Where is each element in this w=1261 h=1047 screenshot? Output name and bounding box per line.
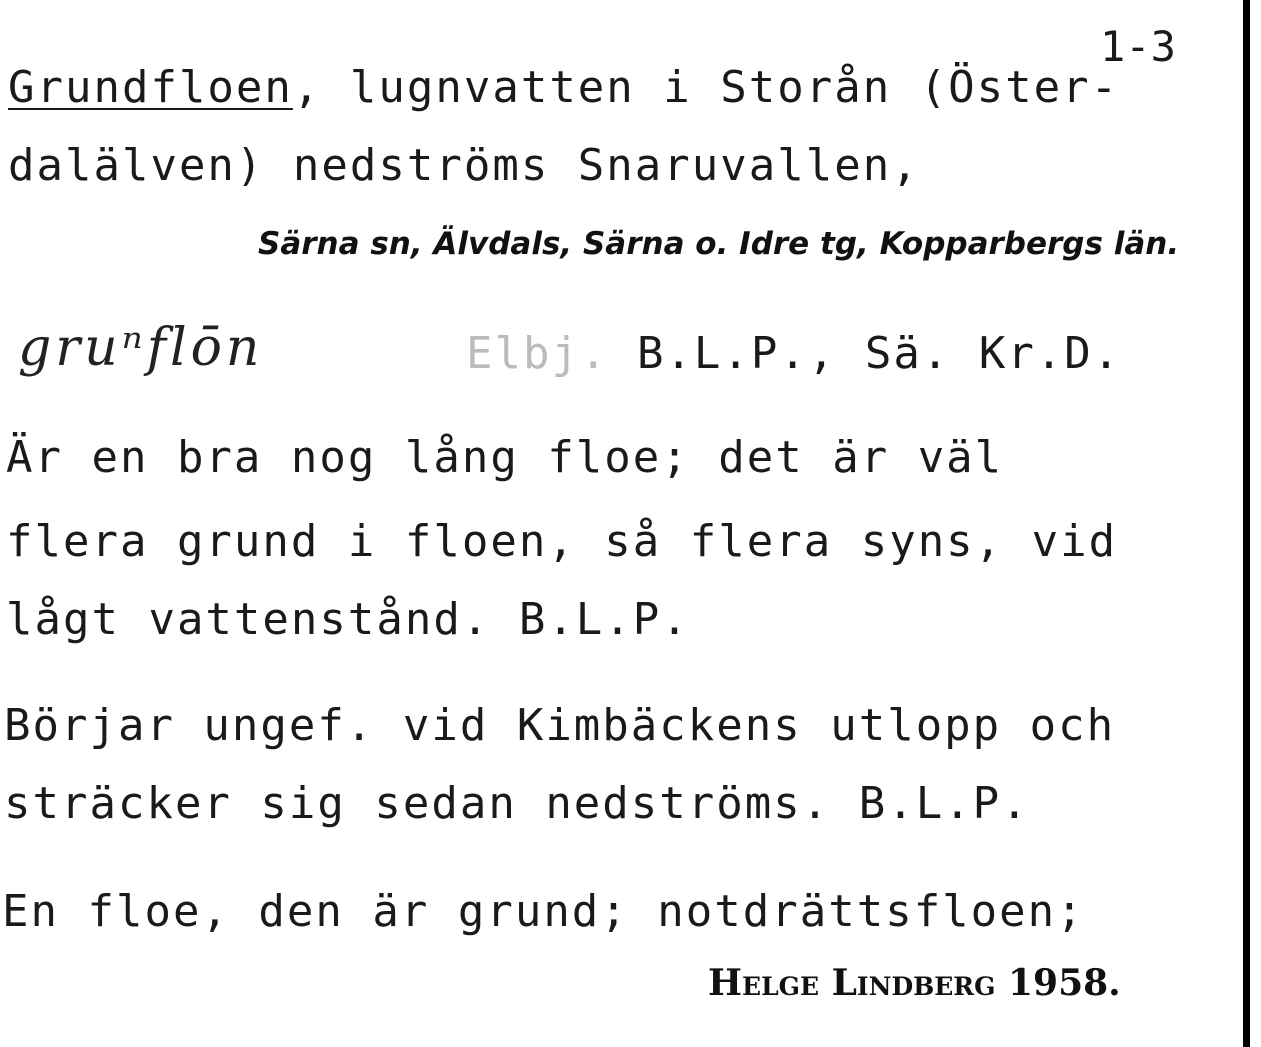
location-stamp: Särna sn, Älvdals, Särna o. Idre tg, Kopparbergs län. <box>258 226 1180 262</box>
definition-line-1-rest: , lugnvatten i Storån (Öster- <box>292 62 1120 113</box>
sources-line <box>466 328 1122 379</box>
note-2-line-1: Börjar ungef. vid Kimbäckens utlopp och <box>4 700 1116 751</box>
note-2-line-2: sträcker sig sedan nedströms. B.L.P. <box>4 778 1030 829</box>
card-number: 1-3 <box>1100 22 1176 71</box>
note-1-line-2: flera grund i floen, så flera syns, vid <box>6 516 1118 567</box>
handwritten-pronunciation: gruⁿflōn <box>18 318 264 378</box>
signature: Helge Lindberg 1958. <box>708 962 1121 1004</box>
definition-line-2: dalälven) nedströms Snaruvallen, <box>8 140 920 191</box>
headword: Grundfloen <box>8 62 293 113</box>
card-edge-rule <box>1243 0 1250 1047</box>
definition-line-1 <box>8 62 1120 113</box>
note-1-line-3: lågt vattenstånd. B.L.P. <box>6 594 690 645</box>
note-1-line-1: Är en bra nog lång floe; det är väl <box>6 432 1004 483</box>
note-3: En floe, den är grund; notdrättsfloen; <box>2 886 1085 937</box>
sources-rest: B.L.P., Sä. Kr.D. <box>608 328 1122 379</box>
sources-faint: Elbj. <box>466 328 609 379</box>
